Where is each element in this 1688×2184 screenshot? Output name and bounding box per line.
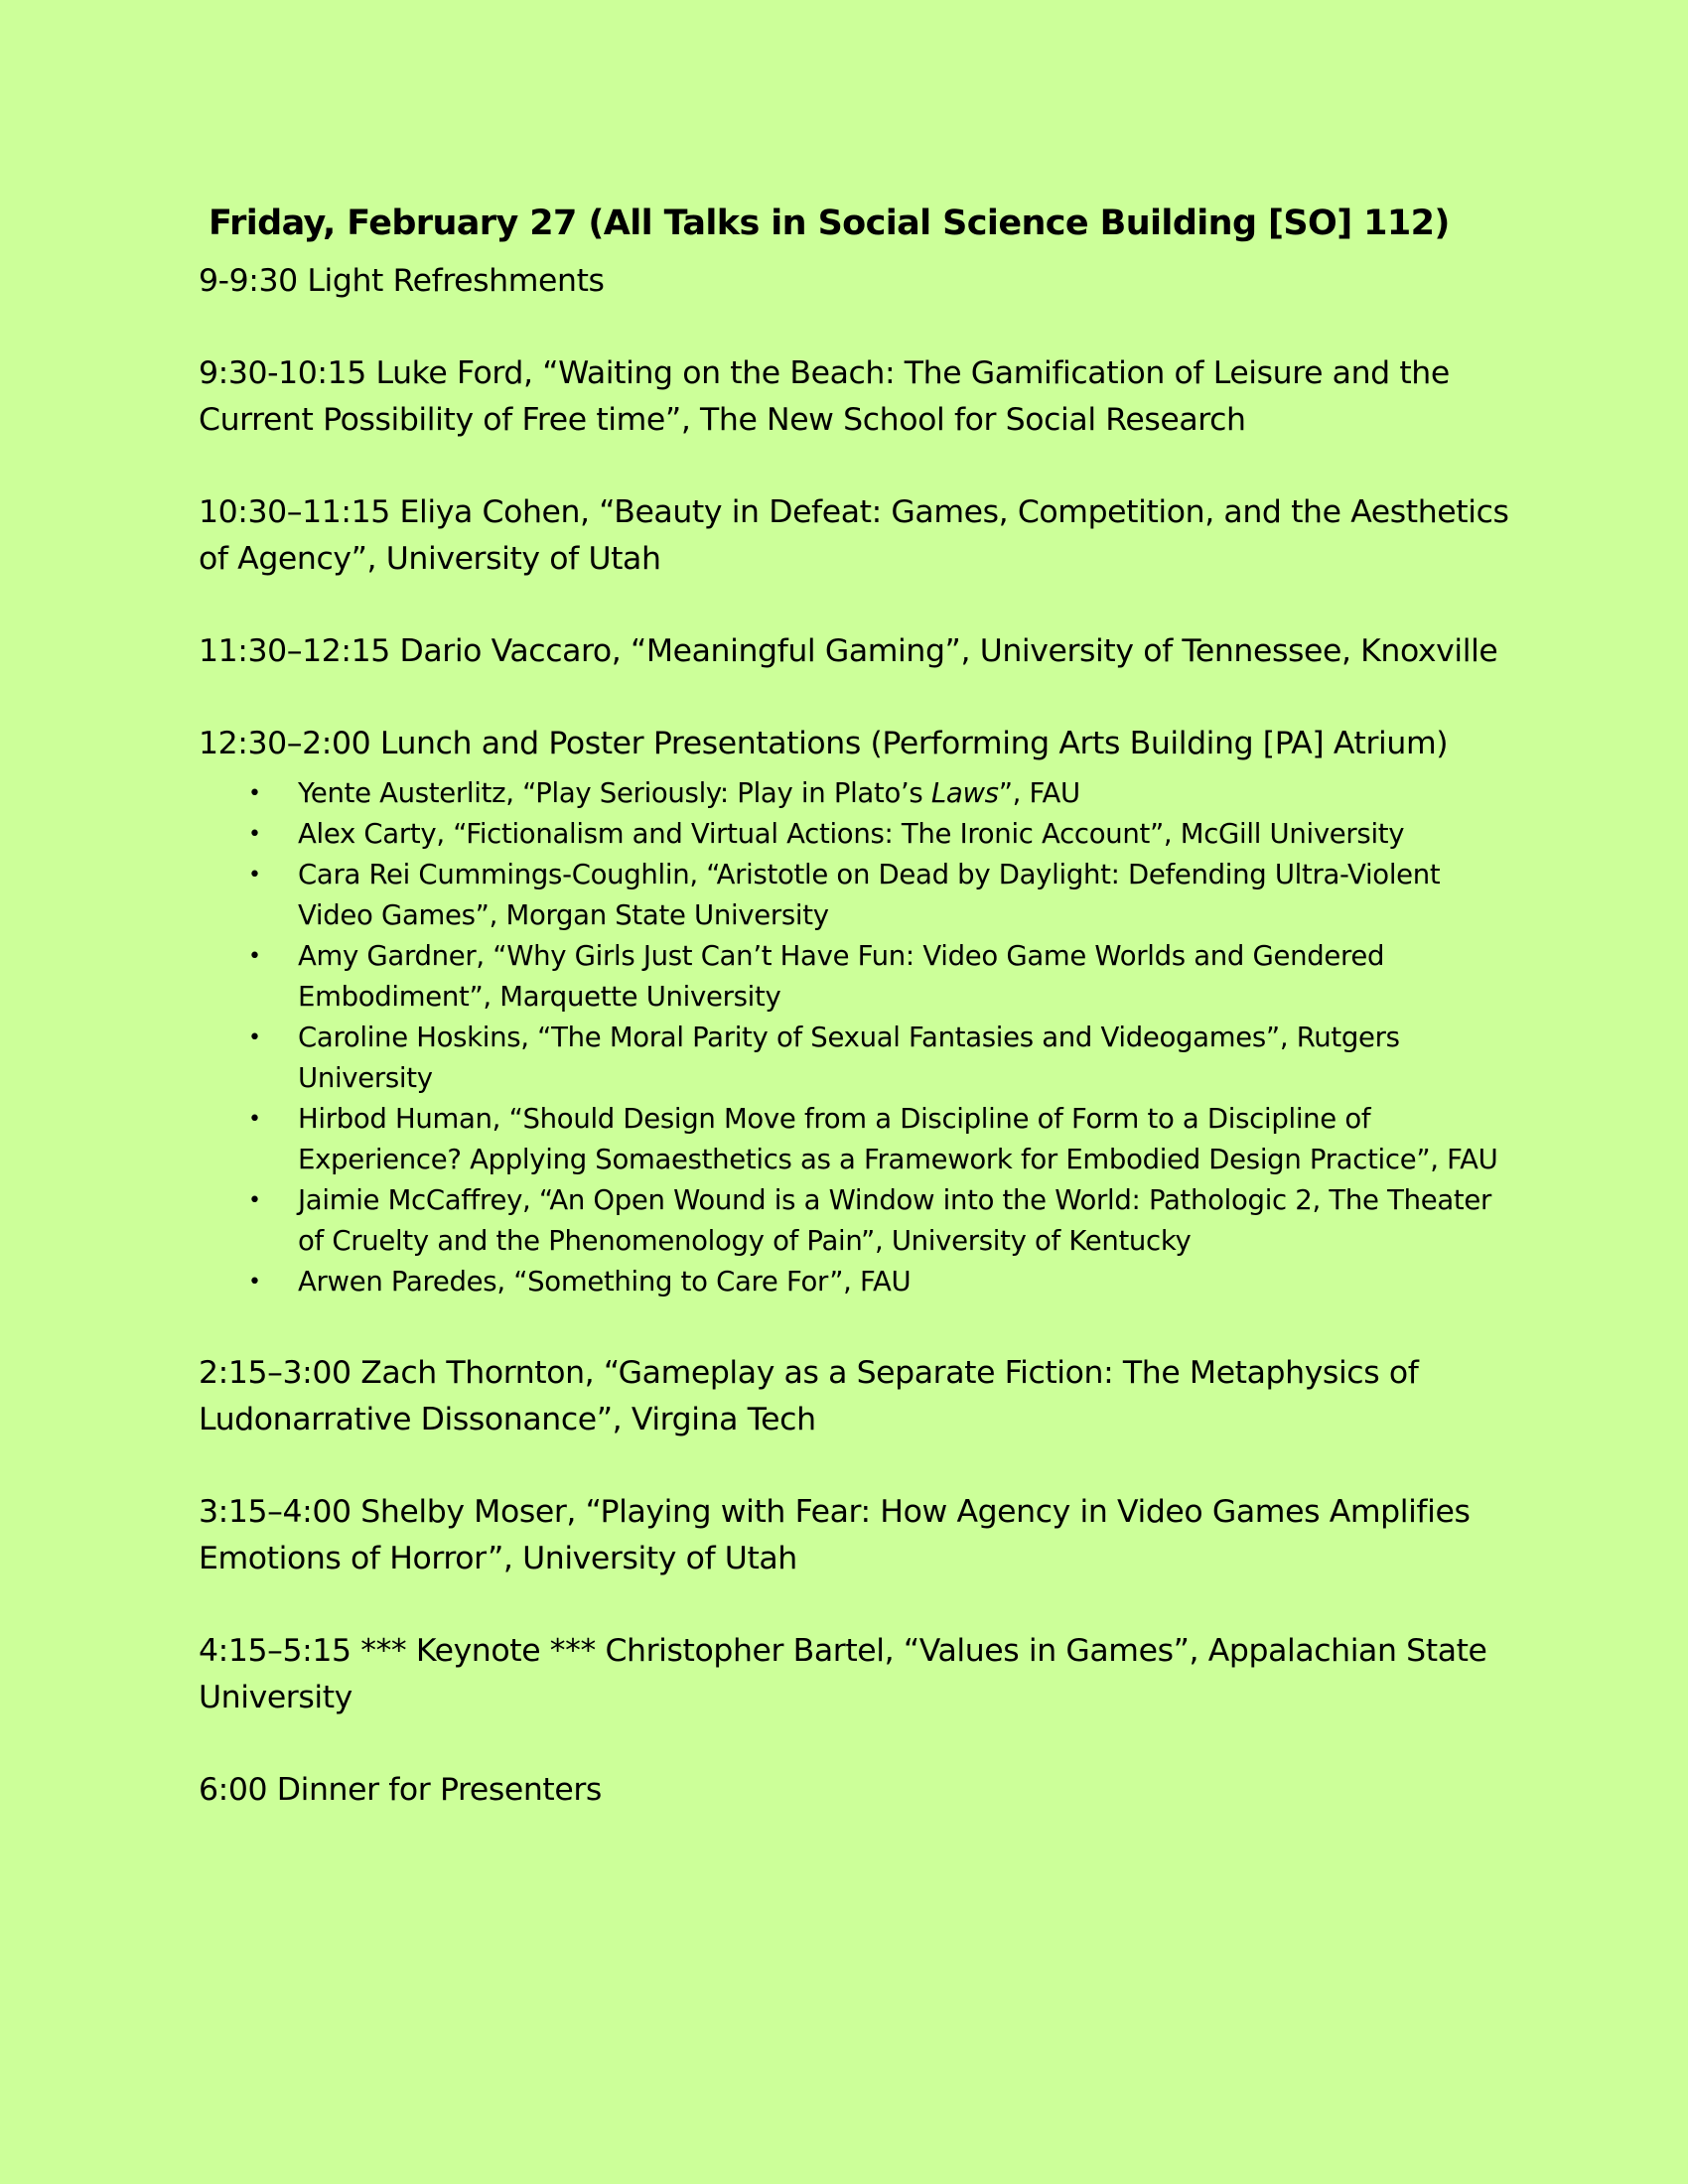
lunch-poster-section bbox=[199, 721, 1509, 1302]
schedule-item-dinner: 6:00 Dinner for Presenters bbox=[199, 1772, 602, 1808]
schedule-item-shelby-moser: 3:15–4:00 Shelby Moser, “Playing with Fear: How Agency in Video Games Amplifies Emotions of Horror”, University of Utah bbox=[199, 1494, 1471, 1576]
bullet-icon: • bbox=[248, 1025, 261, 1050]
document-page bbox=[199, 197, 1509, 1814]
schedule-item-eliya-cohen: 10:30–11:15 Eliya Cohen, “Beauty in Defeat: Games, Competition, and the Aesthetics of Agency”, University of Utah bbox=[199, 494, 1509, 577]
italic-title: Laws bbox=[930, 777, 999, 809]
poster-item: • Amy Gardner, “Why Girls Just Can’t Have Fun: Video Game Worlds and Gendered Embodiment”, Marquette University bbox=[199, 936, 1509, 1018]
bullet-icon: • bbox=[248, 781, 261, 806]
poster-item: • Arwen Paredes, “Something to Care For”, FAU bbox=[199, 1262, 1509, 1302]
bullet-icon: • bbox=[248, 1188, 261, 1213]
bullet-icon: • bbox=[248, 1270, 261, 1295]
schedule-item-lunch-posters: 12:30–2:00 Lunch and Poster Presentations (Performing Arts Building [PA] Atrium) bbox=[199, 726, 1449, 761]
bullet-icon: • bbox=[248, 822, 261, 847]
poster-item: • Jaimie McCaffrey, “An Open Wound is a Window into the World: Pathologic 2, The Theater of Cruelty and the Phenomenology of Pain”, University of Kentucky bbox=[199, 1180, 1509, 1262]
poster-item: • Alex Carty, “Fictionalism and Virtual Actions: The Ironic Account”, McGill University bbox=[199, 814, 1509, 855]
schedule-item-luke-ford: 9:30-10:15 Luke Ford, “Waiting on the Beach: The Gamification of Leisure and the Current Possibility of Free time”, The New School for Social Research bbox=[199, 355, 1450, 438]
poster-item: • Cara Rei Cummings-Coughlin, “Aristotle on Dead by Daylight: Defending Ultra-Violent Video Games”, Morgan State University bbox=[199, 855, 1509, 936]
bullet-icon: • bbox=[248, 944, 261, 969]
bullet-icon: • bbox=[248, 1107, 261, 1132]
schedule-item-refreshments: 9-9:30 Light Refreshments bbox=[199, 263, 605, 299]
schedule-item-keynote: 4:15–5:15 *** Keynote *** Christopher Bartel, “Values in Games”, Appalachian State University bbox=[199, 1633, 1487, 1715]
poster-item: • Yente Austerlitz, “Play Seriously: Play in Plato’s Laws”, FAU bbox=[199, 773, 1509, 814]
schedule-item-dario-vaccaro: 11:30–12:15 Dario Vaccaro, “Meaningful Gaming”, University of Tennessee, Knoxville bbox=[199, 633, 1498, 669]
poster-list bbox=[199, 773, 1509, 1302]
schedule-item-zach-thornton: 2:15–3:00 Zach Thornton, “Gameplay as a Separate Fiction: The Metaphysics of Ludonarrative Dissonance”, Virgina Tech bbox=[199, 1355, 1419, 1437]
bullet-icon: • bbox=[248, 863, 261, 887]
page-title: Friday, February 27 (All Talks in Social Science Building [SO] 112) bbox=[209, 204, 1450, 243]
poster-item: • Hirbod Human, “Should Design Move from a Discipline of Form to a Discipline of Experience? Applying Somaesthetics as a Framework for Embodied Design Practice”, FAU bbox=[199, 1099, 1509, 1180]
poster-item: • Caroline Hoskins, “The Moral Parity of Sexual Fantasies and Videogames”, Rutgers University bbox=[199, 1018, 1509, 1099]
